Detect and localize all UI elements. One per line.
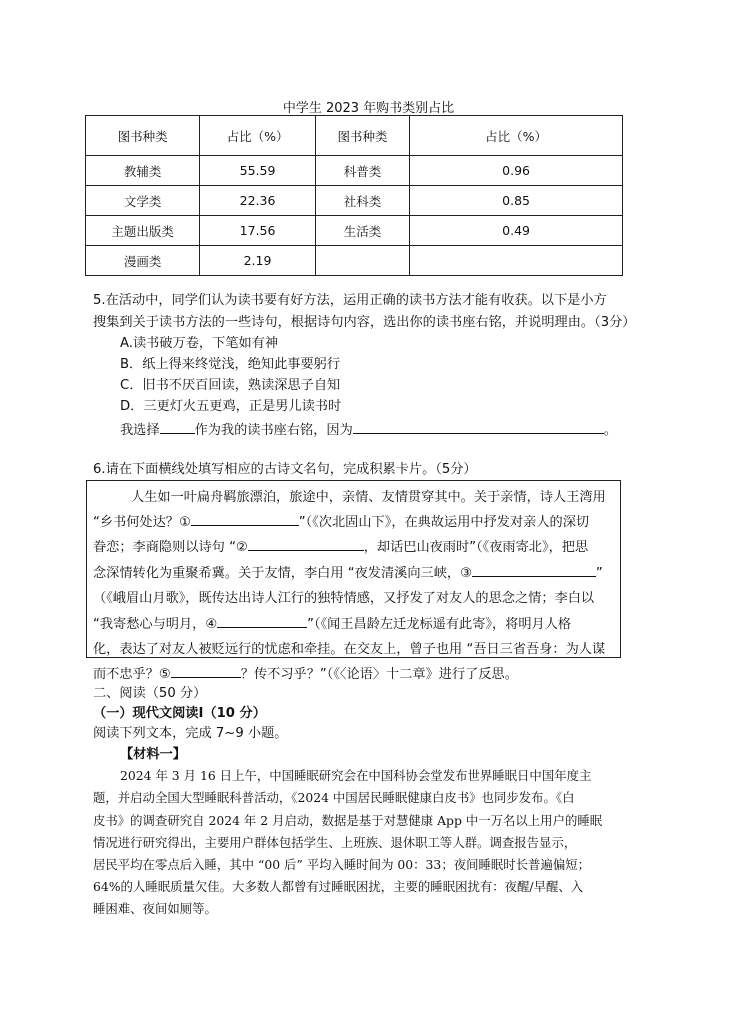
section2-subheading: （一）现代文阅读Ⅰ（10 分） [93,706,266,721]
q5-answer-line [120,419,617,441]
material-paragraph-line: 64%的人睡眠质量欠佳。大多数人都曾有过睡眠困扰，主要的睡眠困扰有：夜醒/早醒、入 [93,879,584,894]
q6-text: ”（《闻王昌龄左迁龙标遥有此寄》，将明月人格 [307,617,572,632]
q5-option-a: A.读书破万卷，下笔如有神 [120,336,279,351]
q6-blank-3[interactable] [472,562,596,577]
q6-card-line: 化，表达了对友人被贬远行的忧虑和牵挂。在交友上，曾子也用 “吾日三省吾身：为人谋 [93,642,606,657]
q6-card-line: 人生如一叶扁舟羁旅漂泊，旅途中，亲情、友情贯穿其中。关于亲情，诗人王湾用 [131,490,606,505]
material-paragraph-line: 睡困难、夜间如厕等。 [93,901,217,916]
table-row [86,216,623,246]
q6-text: ？传不习乎？”（《〈论语〉十二章》进行了反思。 [240,667,518,682]
table-cell: 科普类 [315,156,409,186]
material-paragraph-line: 居民平均在零点后入睡，其中 “00 后” 平均入睡时间为 00：33；夜间睡眠时长普遍偏短； [93,857,591,872]
q6-text: ”（《次北固山下》，在典故运用中抒发对亲人的深切 [298,515,590,530]
table-cell: 文学类 [86,186,200,216]
table-title: 中学生 2023 年购书类别占比 [282,101,455,116]
table-cell: 0.96 [410,156,623,186]
header-cell: 占比（%） [410,116,623,156]
header-cell: 图书种类 [86,116,200,156]
q6-card-line: （《峨眉山月歌》，既传达出诗人江行的独特情感，又抒发了对友人的思念之情；李白以 [93,591,595,606]
table-cell: 0.85 [410,186,623,216]
table-cell: 0.49 [410,216,623,246]
material-one-label: 【材料一】 [120,747,186,762]
q6-card-line [93,510,589,536]
q5-answer-prefix: 我选择 [120,423,160,438]
q5-option-d: D．三更灯火五更鸡，正是男儿读书时 [120,399,342,414]
table-cell: 教辅类 [86,156,200,186]
header-cell: 图书种类 [315,116,409,156]
q5-answer-middle: 作为我的读书座右铭，因为 [194,423,353,438]
q6-text: 而不忠乎？⑤ [93,667,171,682]
q6-blank-4[interactable] [217,613,307,628]
purchase-ratio-table [85,115,623,276]
q6-text: “乡书何处达？① [93,515,191,530]
table-cell: 22.36 [200,186,315,216]
q6-card-line [93,561,603,587]
section2-heading: 二、阅读（50 分） [93,686,207,701]
table-cell: 漫画类 [86,246,200,276]
q6-text: 念深情转化为重聚希冀。关于友情，李白用 “夜发清溪向三峡，③ [93,566,472,581]
q5-option-c: C．旧书不厌百回读，熟读深思子自知 [120,378,341,393]
table-cell: 55.59 [200,156,315,186]
table-cell: 2.19 [200,246,315,276]
q6-text: ” [595,566,603,581]
table-row [86,246,623,276]
q5-choice-blank[interactable] [160,419,195,434]
table-row [86,156,623,186]
material-paragraph-line: 题，并启动全国大型睡眠科普活动，《2024 中国居民睡眠健康白皮书》也同步发布。《白 [93,790,575,805]
table-row [86,186,623,216]
q5-stem-line1: 5.在活动中，同学们认为读书要有好方法，运用正确的读书方法才能有收获。以下是小方 [93,293,607,308]
q6-text: “我寄愁心与明月，④ [93,617,218,632]
table-cell: 主题出版类 [86,216,200,246]
table-cell: 社科类 [315,186,409,216]
header-cell: 占比（%） [200,116,315,156]
q6-card-line [93,612,571,638]
q6-blank-1[interactable] [191,511,299,526]
q5-reason-blank[interactable] [353,419,604,434]
q5-answer-end: 。 [603,423,617,438]
q6-blank-5[interactable] [171,663,241,678]
table-header-row [86,116,623,156]
material-paragraph-line: 情况进行研究得出，主要用户群体包括学生、上班族、退休职工等人群。调查报告显示， [93,835,577,850]
q6-text: 眷恋；李商隐则以诗句 “② [93,540,248,555]
q6-card-line [93,535,588,561]
material-paragraph-line: 2024 年 3 月 16 日上午，中国睡眠研究会在中国科协会堂发布世界睡眠日中国年度主 [120,768,592,783]
q5-stem-line2: 搜集到关于读书方法的一些诗句，根据诗句内容，选出你的读书座右铭，并说明理由。（3分） [93,315,636,330]
table-cell: 17.56 [200,216,315,246]
q6-card-line-last [93,662,518,688]
q6-blank-2[interactable] [248,536,364,551]
material-paragraph-line: 皮书》的调查研究自 2024 年 2 月启动，数据是基于对慧健康 App 中一万名以上用户的睡眠 [93,813,603,828]
q6-title: 6.请在下面横线处填写相应的古诗文名句，完成积累卡片。（5分） [93,462,477,477]
table-cell: 生活类 [315,216,409,246]
table-cell [315,246,409,276]
section2-instruction: 阅读下列文本，完成 7~9 小题。 [93,726,288,741]
q5-option-b: B．纸上得来终觉浅，绝知此事要躬行 [120,357,341,372]
q6-text: ，却话巴山夜雨时”（《夜雨寄北》，把思 [363,540,589,555]
table-cell [410,246,623,276]
